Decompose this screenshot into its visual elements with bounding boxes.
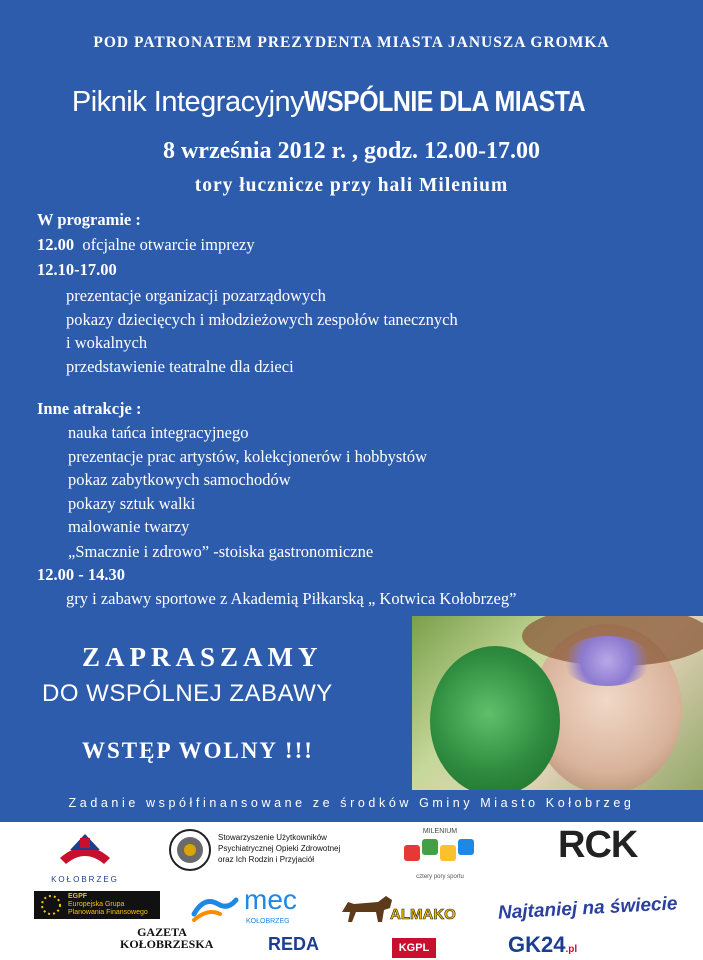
stowarzyszenie-emblem-icon [168, 828, 212, 872]
egpf-logo: EGPF Europejska Grupa Planowania Finansowego [34, 891, 160, 919]
event-date-time: 8 września 2012 r. , godz. 12.00-17.00 [162, 138, 541, 164]
kolobrzeg-logo [50, 830, 120, 886]
program-heading: W programie : [37, 210, 141, 229]
title-part-2: WSPÓLNIE DLA MIASTA [304, 86, 586, 118]
sponsor-logos [0, 822, 703, 960]
kolobrzeg-crest-icon [50, 830, 120, 870]
program-block-time: 12.10-17.00 [37, 260, 117, 279]
program-item: przedstawienie teatralne dla dzieci [66, 357, 294, 376]
invite-line-1: ZAPRASZAMY [82, 642, 323, 672]
dog-icon [338, 890, 398, 924]
milenium-logo: MILENIUM cztery pory sportu [398, 828, 482, 894]
kolobrzeg-label: KOŁOBRZEG [51, 875, 119, 884]
opening-time: 12.00 [37, 235, 75, 254]
mec-wave-icon [190, 890, 240, 926]
funding-note: Zadanie współfinansowane ze środków Gminy Miasto Kołobrzeg [68, 796, 635, 810]
attraction-item: pokazy sztuk walki [68, 494, 196, 513]
attractions-heading: Inne atrakcje : [37, 399, 142, 418]
sport-text: gry i zabawy sportowe z Akademią Piłkarską „ Kotwica Kołobrzeg” [66, 589, 517, 608]
kgpl-logo: KGPL [392, 938, 436, 958]
attraction-item: malowanie twarzy [68, 517, 190, 536]
patronage-line: POD PATRONATEM PREZYDENTA MIASTA JANUSZA GROMKA [93, 34, 610, 51]
attraction-item: pokaz zabytkowych samochodów [68, 470, 291, 489]
program-item: i wokalnych [66, 333, 148, 352]
rck-logo: RCK [558, 824, 638, 866]
almako-logo: ALMAKO [338, 890, 448, 930]
free-entry: WSTĘP WOLNY !!! [82, 738, 314, 763]
program-item: prezentacje organizacji pozarządowych [66, 286, 326, 305]
face-painting-photo [412, 616, 703, 790]
program-item: pokazy dziecięcych i młodzieżowych zespołów tanecznych [66, 310, 458, 329]
najtaniej-logo: Najtaniej na świecie [497, 893, 678, 924]
event-venue: tory łucznicze przy hali Milenium [194, 175, 509, 196]
gk24-logo: GK24.pl [508, 932, 578, 957]
event-title [0, 84, 703, 119]
mec-logo: mec KOŁOBRZEG [190, 886, 330, 930]
attraction-item: „Smacznie i zdrowo” -stoiska gastronomiczne [68, 542, 374, 561]
stowarzyszenie-text: Stowarzyszenie Użytkowników Psychiatrycznej Opieki Zdrowotnej oraz Ich Rodzin i Przyjaciół [218, 833, 341, 864]
opening-text: ofcjalne otwarcie imprezy [82, 235, 255, 254]
attraction-item: prezentacje prac artystów, kolekcjonerów i hobbystów [68, 447, 428, 466]
invite-line-2: DO WSPÓLNEJ ZABAWY [42, 680, 333, 707]
egpf-stars-icon [38, 893, 64, 917]
attraction-item: nauka tańca integracyjnego [68, 423, 249, 442]
sport-time: 12.00 - 14.30 [37, 565, 125, 584]
milenium-sports-icon [398, 835, 482, 869]
reda-logo: REDA [268, 934, 320, 954]
gazeta-kolobrzeska-logo: GAZETA KOŁOBRZESKA [120, 925, 214, 951]
program-opening [37, 235, 255, 255]
title-part-1: Piknik Integracyjny [71, 86, 305, 118]
